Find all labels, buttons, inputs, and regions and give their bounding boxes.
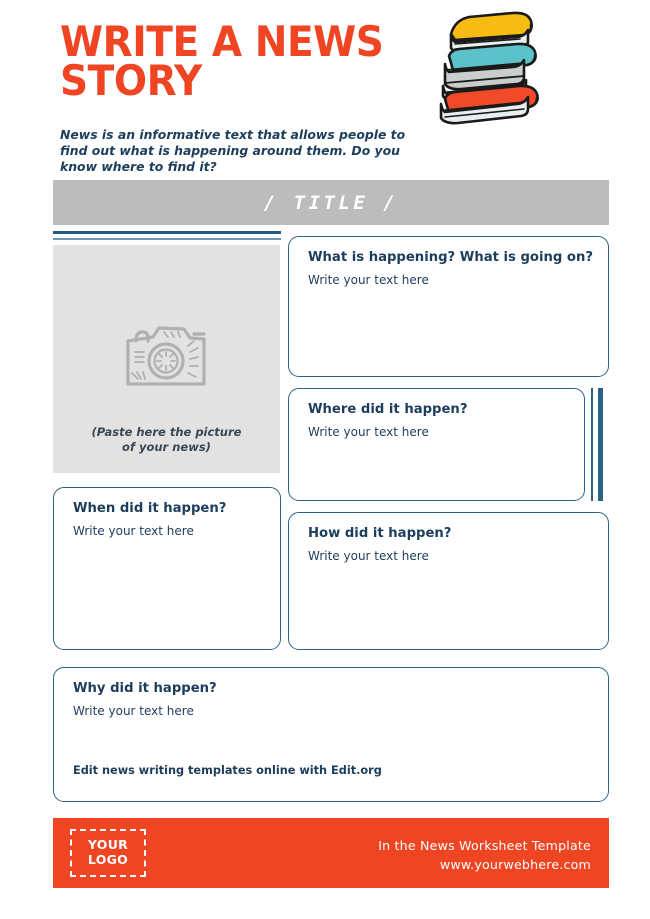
camera-icon — [124, 323, 210, 389]
answer-field-what[interactable]: Write your text here — [308, 273, 429, 287]
stack-of-books-icon — [425, 0, 550, 125]
answer-box-why[interactable] — [53, 667, 609, 802]
title-bar-text: / TITLE / — [263, 191, 399, 214]
page-subtitle: News is an informative text that allows people to find out what is happening around them. Do you know where to find it? — [60, 127, 406, 174]
decorative-rule-thin — [53, 238, 281, 240]
photo-placeholder[interactable] — [53, 245, 280, 473]
footer-website[interactable]: www.yourwebhere.com — [439, 857, 591, 872]
question-label-what: What is happening? What is going on? — [308, 250, 594, 265]
logo-placeholder[interactable] — [70, 829, 146, 877]
title-bar[interactable] — [53, 180, 609, 225]
answer-field-when[interactable]: Write your text here — [73, 524, 194, 538]
question-label-why: Why did it happen? — [73, 681, 217, 696]
question-label-when: When did it happen? — [73, 501, 227, 516]
answer-box-where[interactable] — [288, 388, 585, 501]
photo-placeholder-caption — [53, 425, 280, 455]
footer — [53, 818, 609, 888]
answer-box-when[interactable] — [53, 487, 281, 650]
answer-box-how[interactable] — [288, 512, 609, 650]
photo-caption-line2: of your news) — [122, 440, 211, 455]
answer-box-what[interactable] — [288, 236, 609, 377]
answer-field-why[interactable]: Write your text here — [73, 704, 194, 718]
logo-line-1: YOUR — [87, 837, 129, 853]
logo-line-2: LOGO — [87, 852, 129, 867]
decorative-vertical-rule-thin — [591, 388, 593, 501]
page-title: WRITE A NEWS STORY — [60, 17, 384, 106]
question-label-how: How did it happen? — [308, 526, 452, 541]
promo-note: Edit news writing templates online with Edit.org — [73, 764, 382, 777]
answer-field-where[interactable]: Write your text here — [308, 425, 429, 439]
decorative-vertical-rule-thick — [598, 388, 603, 501]
question-label-where: Where did it happen? — [308, 402, 468, 417]
photo-caption-line1: (Paste here the picture — [91, 425, 242, 440]
footer-template-name: In the News Worksheet Template — [378, 838, 591, 853]
decorative-rule-thick — [53, 231, 281, 234]
answer-field-how[interactable]: Write your text here — [308, 549, 429, 563]
footer-text-group — [378, 838, 591, 872]
